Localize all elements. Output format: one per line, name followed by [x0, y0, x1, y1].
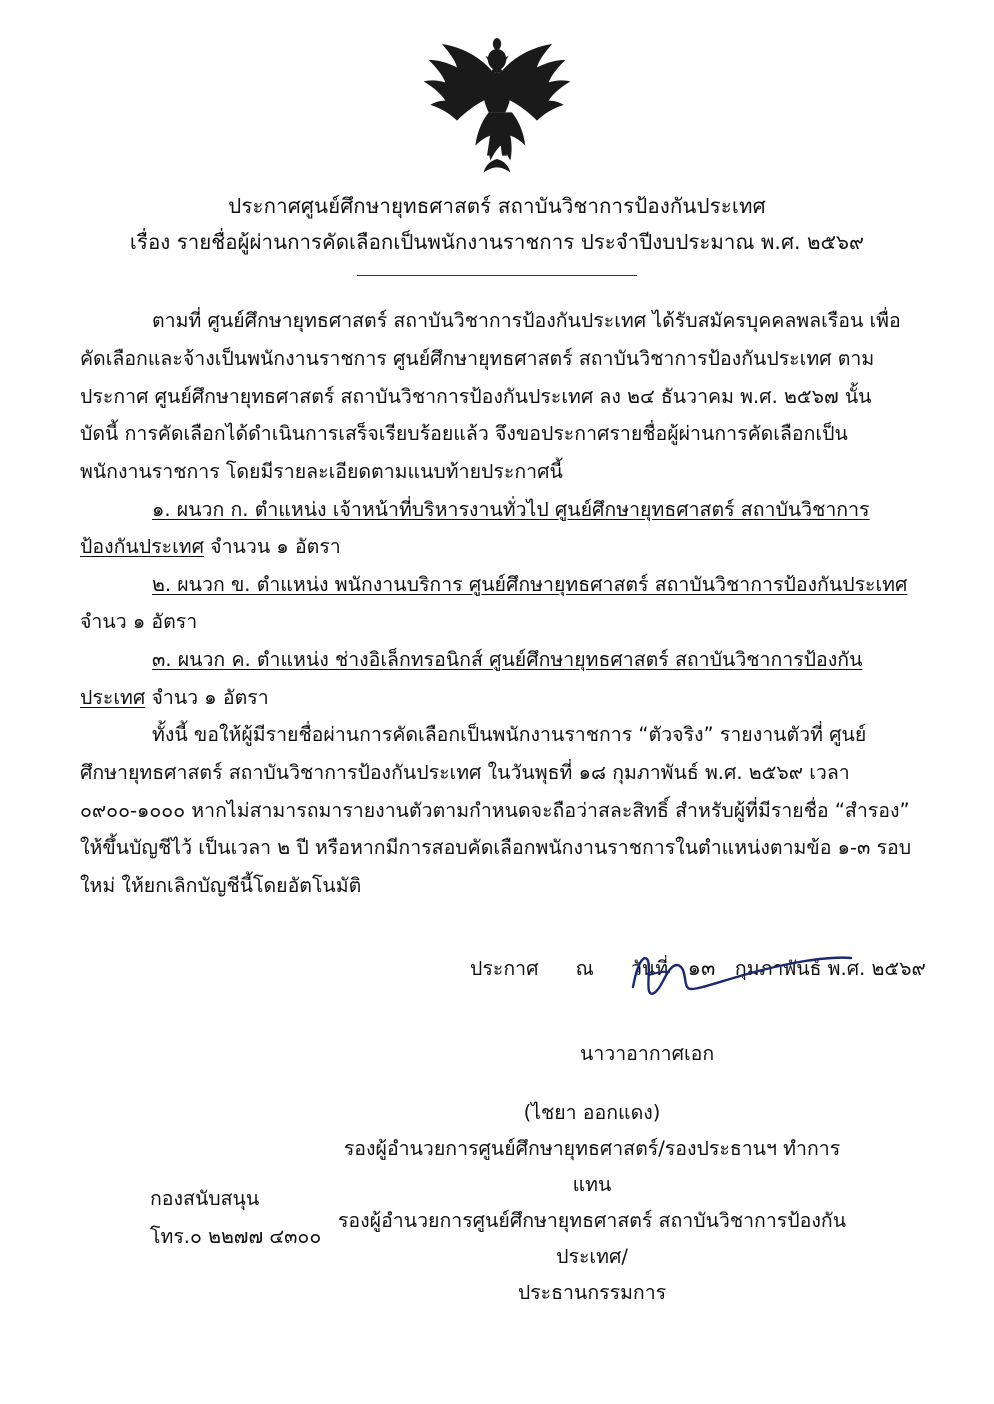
list-item-3-tail: จำนว ๑ อัตรา: [151, 685, 269, 709]
list-item-3-underlined: ๓. ผนวก ค. ตำแหน่ง ช่างอิเล็กทรอนิกส์ ศูนย์ศึกษายุทธศาสตร์ สถาบันวิชาการป้องกันประเทศ: [80, 648, 863, 709]
header-line-2: เรื่อง รายชื่อผู้ผ่านการคัดเลือกเป็นพนักงานราชการ ประจำปีงบประมาณ พ.ศ. ๒๕๖๙: [129, 229, 865, 254]
footer-department: กองสนับสนุน: [150, 1186, 260, 1210]
paragraph-closing-text: ทั้งนี้ ขอให้ผู้มีรายชื่อผ่านการคัดเลือกเป็นพนักงานราชการ “ตัวจริง” รายงานตัวที่ ศูนย์ศึกษายุทธศาสตร์ สถาบันวิชาการป้องกันประเทศ ในวันพุธที่ ๑๘ กุมภาพันธ์ พ.ศ. ๒๕๖๙ เวลา ๐๙๐๐-๑๐๐๐ หากไม่สามารถมารายงานตัวตามกำหนดจะถือว่าสละสิทธิ์ สำหรับผู้ที่มีรายชื่อ “สำรอง” ให้ขึ้นบัญชีไว้ เป็นเวลา ๒ ปี หรือหากมีการสอบคัดเลือกพนักงานราชการในตำแหน่งตามข้อ ๑-๓ รอบใหม่ ให้ยกเลิกบัญชีนี้โดยอัตโนมัติ: [80, 723, 912, 897]
emblem-container: [0, 0, 994, 184]
announcement-date-line: [470, 948, 926, 989]
list-item-3: [80, 641, 914, 716]
signer-title-line-2: รองผู้อำนวยการศูนย์ศึกษายุทธศาสตร์ สถาบันวิชาการป้องกันประเทศ/: [337, 1208, 847, 1268]
list-item-2-tail: จำนว ๑ อัตรา: [80, 610, 198, 634]
signer-rank: นาวาอากาศเอก: [580, 1041, 715, 1065]
signer-title-line-1: รองผู้อำนวยการศูนย์ศึกษายุทธศาสตร์/รองประธานฯ ทำการแทน: [343, 1136, 841, 1196]
header-line-1: ประกาศศูนย์ศึกษายุทธศาสตร์ สถาบันวิชาการป้องกันประเทศ: [228, 194, 766, 218]
header-divider: [357, 275, 637, 276]
list-item-2: [80, 566, 914, 641]
document-body: [80, 302, 926, 1304]
document-header: [0, 192, 994, 276]
paragraph-intro-text: ตามที่ ศูนย์ศึกษายุทธศาสตร์ สถาบันวิชาการป้องกันประเทศ ได้รับสมัครบุคคลพลเรือน เพื่อคัดเลือกและจ้างเป็นพนักงานราชการ ศูนย์ศึกษายุทธศาสตร์ สถาบันวิชาการป้องกันประเทศ ตามประกาศ ศูนย์ศึกษายุทธศาสตร์ สถาบันวิชาการป้องกันประเทศ ลง ๒๔ ธันวาคม พ.ศ. ๒๕๖๗ นั้น บัดนี้ การคัดเลือกได้ดำเนินการเสร็จเรียบร้อยแล้ว จึงขอประกาศรายชื่อผู้ผ่านการคัดเลือกเป็นพนักงานราชการ โดยมีรายละเอียดตามแนบท้ายประกาศนี้: [80, 309, 901, 483]
at-label: ณ: [575, 957, 594, 981]
month-year: กุมภาพันธ์ พ.ศ. ๒๕๖๙: [734, 957, 926, 981]
list-item-1-underlined: ๑. ผนวก ก. ตำแหน่ง เจ้าหน้าที่บริหารงานทั่วไป ศูนย์ศึกษายุทธศาสตร์ สถาบันวิชาการป้องกันประเทศ: [80, 497, 870, 559]
list-item-1: [80, 491, 914, 566]
garuda-emblem-icon: [412, 34, 582, 184]
date-value: ๑๓: [687, 956, 716, 981]
signer-name: (ไชยา ออกแดง): [523, 1100, 661, 1124]
footer-contact: [150, 1180, 321, 1256]
signer-title-line-3: ประธานกรรมการ: [517, 1280, 667, 1304]
paragraph-intro: [80, 302, 914, 490]
footer-phone: โทร.๐ ๒๒๗๗ ๔๓๐๐: [150, 1224, 322, 1248]
list-item-2-underlined: ๒. ผนวก ข. ตำแหน่ง พนักงานบริการ ศูนย์ศึกษายุทธศาสตร์ สถาบันวิชาการป้องกันประเทศ: [152, 572, 908, 596]
paragraph-closing: [80, 716, 914, 904]
signer-block: [330, 1095, 854, 1311]
date-label: วันที่: [630, 957, 669, 981]
announce-label: ประกาศ: [470, 957, 539, 981]
list-item-1-tail: จำนวน ๑ อัตรา: [203, 535, 341, 559]
